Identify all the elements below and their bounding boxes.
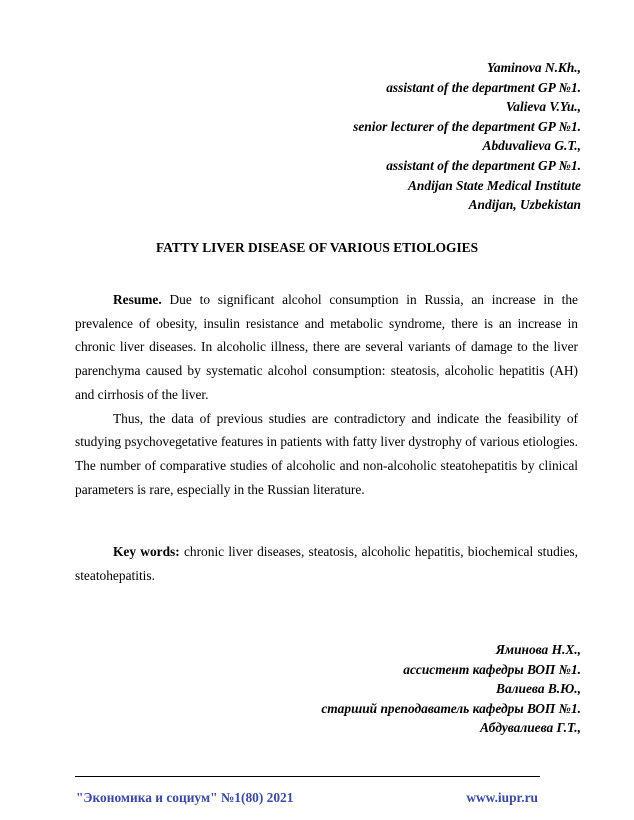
author-en-1-position: assistant of the department GP №1. bbox=[386, 79, 581, 95]
author-en-3-position: assistant of the department GP №1. bbox=[386, 157, 581, 173]
resume-text: Due to significant alcohol consumption in Russia, an increase in the prevalence of obesity, insulin resistance and metabolic syndrome, there is an increase in chronic liver diseases. In alcoholic illness, there are several variants of damage to the liver parenchyma caused by systematic alcohol consumption: steatosis, alcoholic hepatitis (AH) and cirrhosis of the liver. bbox=[75, 292, 578, 402]
article-title: FATTY LIVER DISEASE OF VARIOUS ETIOLOGIES bbox=[155, 240, 479, 255]
keywords-block bbox=[75, 540, 578, 587]
author-en-3-name: Abduvalieva G.T., bbox=[482, 138, 581, 154]
authors-en-block bbox=[353, 58, 581, 215]
keywords-paragraph bbox=[75, 540, 578, 587]
keywords-label: Key words: bbox=[113, 544, 180, 559]
author-ru-1-name: Яминова Н.Х., bbox=[495, 642, 581, 657]
resume-paragraph bbox=[75, 288, 578, 407]
institution: Andijan State Medical Institute bbox=[408, 177, 581, 193]
second-paragraph: Thus, the data of previous studies are contradictory and indicate the feasibility of studying psychovegetative features in patients with fatty liver dystrophy of various etiologies. The number of comparative studies of alcoholic and non-alcoholic steatohepatitis by clinical parameters is rare, especially in the Russian literature. bbox=[75, 410, 578, 497]
resume-label: Resume. bbox=[113, 292, 162, 307]
author-ru-2-position: старший преподаватель кафедры ВОП №1. bbox=[321, 700, 581, 716]
location: Andijan, Uzbekistan bbox=[468, 197, 581, 213]
author-ru-1-position: ассистент кафедры ВОП №1. bbox=[403, 661, 581, 677]
keywords-text: chronic liver diseases, steatosis, alcoholic hepatitis, biochemical studies, steatohepatitis. bbox=[75, 544, 578, 583]
author-ru-3-name: Абдувалиева Г.Т., bbox=[479, 720, 581, 736]
author-ru-2-name: Валиева В.Ю., bbox=[496, 681, 581, 697]
footer-journal: "Экономика и социум" №1(80) 2021 bbox=[76, 790, 294, 805]
footer-divider bbox=[75, 776, 540, 777]
authors-ru-block bbox=[321, 640, 581, 738]
author-en-2-name: Valieva V.Yu., bbox=[505, 99, 581, 115]
author-en-1-name: Yaminova N.Kh., bbox=[486, 60, 581, 75]
author-en-2-position: senior lecturer of the department GP №1. bbox=[353, 118, 581, 134]
footer-url[interactable]: www.iupr.ru bbox=[466, 790, 538, 805]
abstract-body bbox=[75, 288, 578, 501]
